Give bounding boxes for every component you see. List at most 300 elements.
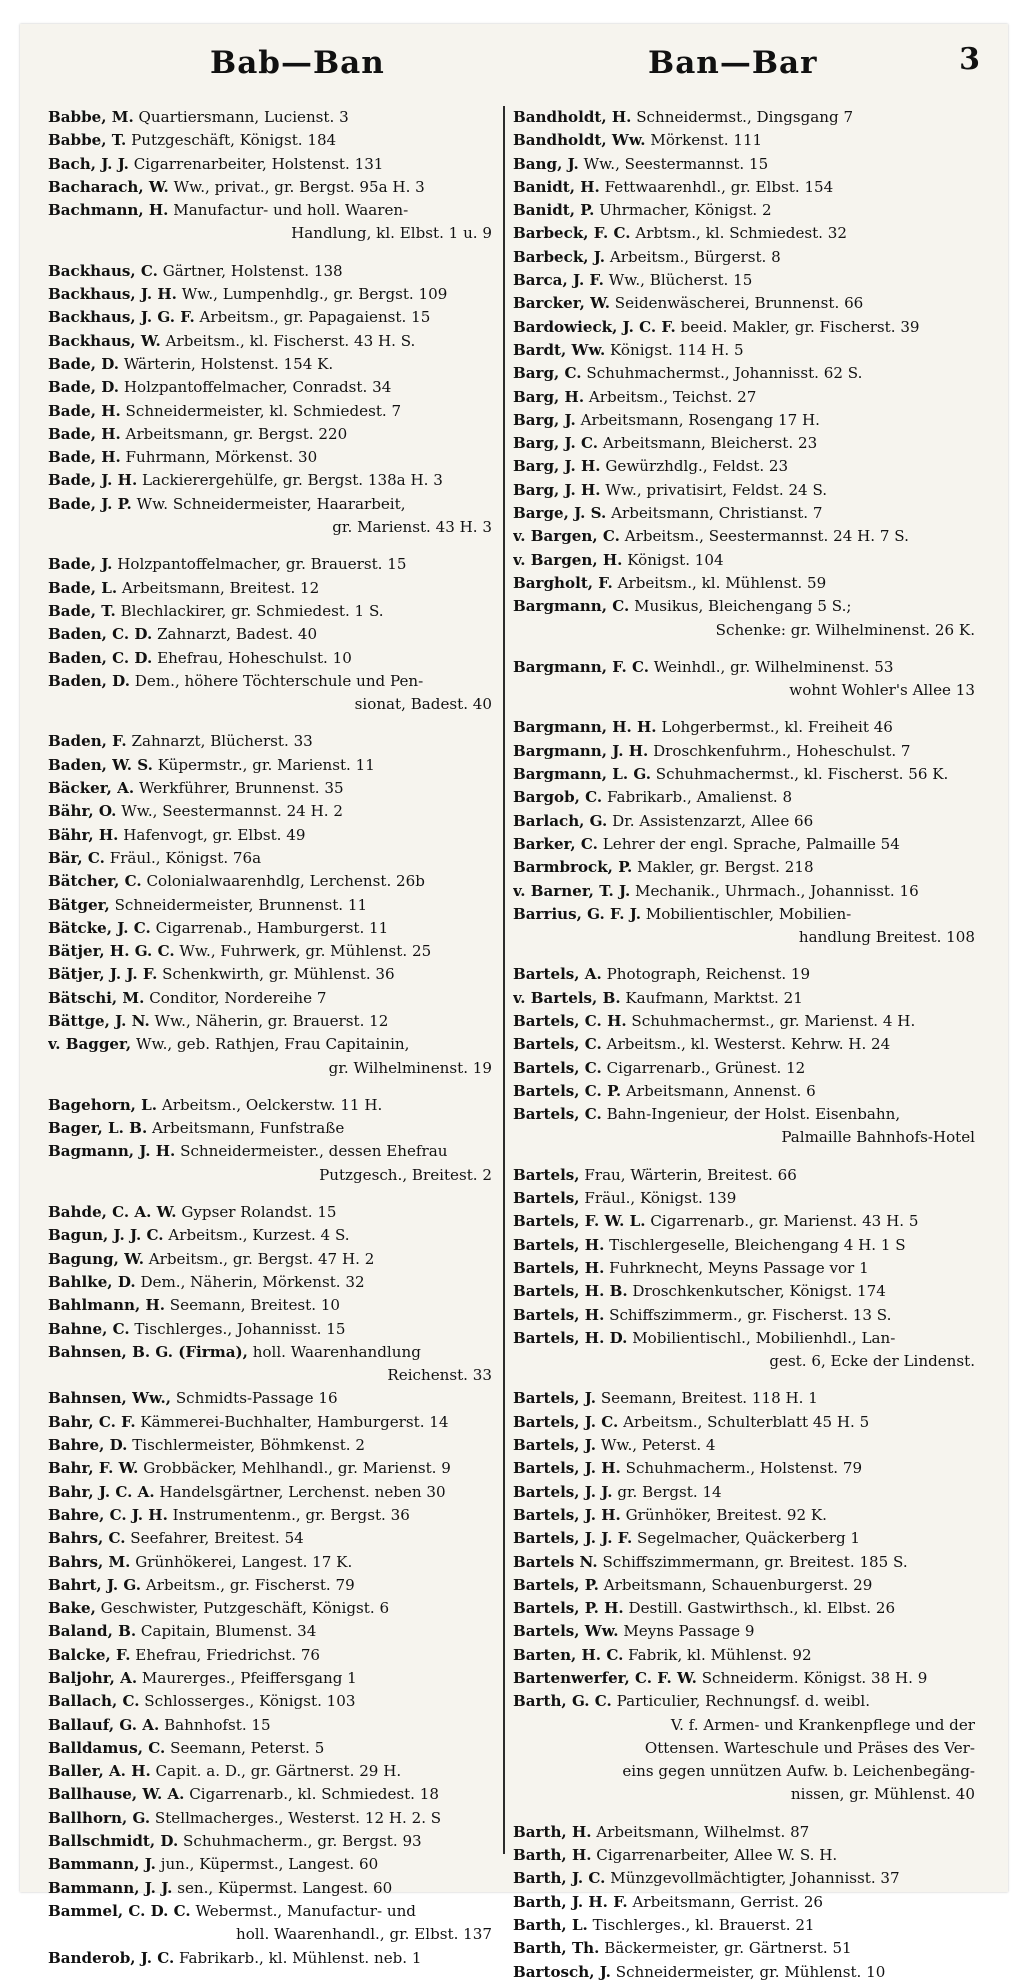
entry-gap xyxy=(513,1807,979,1821)
directory-entry xyxy=(48,1434,496,1457)
entry-continuation-line xyxy=(513,679,979,702)
entry-gap xyxy=(513,642,979,656)
directory-entry xyxy=(48,824,496,847)
entry-first-line xyxy=(513,339,979,362)
directory-entry xyxy=(48,623,496,646)
entry-name: Barbeck, F. C. xyxy=(513,224,631,243)
directory-entry xyxy=(48,1117,496,1140)
entry-name: Bär, C. xyxy=(48,848,105,867)
entry-name: Bahr, J. C. A. xyxy=(48,1482,155,1501)
entry-name: Bahnsen, Ww., xyxy=(48,1389,172,1408)
entry-text: Schuhmacherm., Holstenst. 79 xyxy=(625,1459,863,1478)
entry-name: Bartels, H. D. xyxy=(513,1328,628,1347)
directory-entry xyxy=(48,917,496,940)
directory-entry xyxy=(48,1760,496,1783)
entry-name: Bartels, H. B. xyxy=(513,1282,628,1301)
entry-name: Barg, J. xyxy=(513,410,576,429)
directory-entry xyxy=(513,106,979,129)
entry-text: Quartiersmann, Lucienst. 3 xyxy=(138,108,349,126)
entry-first-line xyxy=(48,1597,496,1620)
entry-text: Conditor, Nordereihe 7 xyxy=(149,988,327,1007)
entry-continuation-line xyxy=(513,1760,979,1783)
entry-first-line xyxy=(513,786,979,809)
entry-text: Bäckermeister, gr. Gärtnerst. 51 xyxy=(604,1939,852,1958)
entry-text: Fettwaarenhdl., gr. Elbst. 154 xyxy=(604,177,834,196)
entry-name: Bade, D. xyxy=(48,354,120,373)
entry-name: Bade, H. xyxy=(48,401,121,420)
entry-text: Capitain, Blumenst. 34 xyxy=(140,1622,317,1641)
directory-entry xyxy=(513,1257,979,1280)
entry-name: Barth, J. H. F. xyxy=(513,1892,628,1911)
entry-text: Putzgesch., Breitest. 2 xyxy=(319,1165,492,1184)
entry-first-line xyxy=(513,502,979,525)
entry-first-line xyxy=(513,269,979,292)
entry-text: Schneidermeister., dessen Ehefrau xyxy=(180,1142,448,1161)
entry-continuation-line xyxy=(48,1164,496,1187)
directory-entry xyxy=(513,1187,979,1210)
directory-entry xyxy=(513,386,979,409)
entry-name: Barg, H. xyxy=(513,387,585,406)
entry-text: Fabrikarb., Amalienst. 8 xyxy=(607,788,793,807)
directory-entry xyxy=(48,1294,496,1317)
entry-name: Bach, J. J. xyxy=(48,154,129,173)
entry-first-line xyxy=(513,153,979,176)
entry-first-line xyxy=(513,1527,979,1550)
entry-first-line xyxy=(513,1210,979,1233)
entry-name: Backhaus, W. xyxy=(48,331,161,350)
entry-text: Reichenst. 33 xyxy=(387,1366,492,1385)
directory-entry xyxy=(513,1234,979,1257)
entry-text: sen., Küpermst. Langest. 60 xyxy=(177,1878,393,1897)
directory-entry xyxy=(513,595,979,642)
directory-entry xyxy=(513,856,979,879)
entry-first-line xyxy=(48,800,496,823)
directory-entry xyxy=(513,316,979,339)
right-column xyxy=(513,106,979,1984)
directory-entry xyxy=(513,1103,979,1150)
entry-first-line xyxy=(48,176,496,199)
entry-name: Bähr, H. xyxy=(48,825,119,844)
entry-text: Schuhmachermst., gr. Marienst. 4 H. xyxy=(631,1011,916,1030)
entry-text: Photograph, Reichenst. 19 xyxy=(606,965,811,984)
entry-text: Ottensen. Warteschule und Präses des Ver- xyxy=(644,1738,975,1757)
entry-name: Barth, J. C. xyxy=(513,1869,606,1888)
entry-first-line xyxy=(513,199,979,222)
entry-name: Bagehorn, L. xyxy=(48,1095,158,1114)
directory-entry xyxy=(48,1504,496,1527)
entry-first-line xyxy=(513,292,979,315)
entry-name: Baljohr, A. xyxy=(48,1669,138,1687)
directory-entry xyxy=(48,1853,496,1876)
entry-first-line xyxy=(48,1140,496,1163)
left-column xyxy=(48,106,496,1970)
entry-name: Bartels, C. xyxy=(513,1035,602,1054)
entry-name: Bagun, J. J. C. xyxy=(48,1226,164,1245)
directory-entry xyxy=(48,847,496,870)
directory-entry xyxy=(513,1457,979,1480)
directory-entry xyxy=(513,549,979,572)
entry-first-line xyxy=(513,1234,979,1257)
entry-name: Bahr, C. F. xyxy=(48,1412,136,1431)
directory-entry xyxy=(513,1057,979,1080)
entry-text: Mobilientischler, Mobilien- xyxy=(645,904,852,923)
directory-entry xyxy=(513,339,979,362)
entry-text: Fabrik, kl. Mühlenst. 92 xyxy=(628,1645,812,1664)
entry-first-line xyxy=(513,1867,979,1890)
directory-entry xyxy=(48,260,496,283)
entry-name: Bartels, J. J. xyxy=(513,1482,613,1501)
entry-first-line xyxy=(48,306,496,329)
directory-entry xyxy=(48,670,496,717)
entry-name: Bahre, C. J. H. xyxy=(48,1505,168,1524)
entry-first-line xyxy=(48,1690,496,1713)
entry-first-line xyxy=(48,1411,496,1434)
directory-entry xyxy=(48,600,496,623)
entry-first-line xyxy=(513,316,979,339)
entry-text: Bahn-Ingenieur, der Holst. Eisenbahn, xyxy=(606,1105,901,1124)
entry-first-line xyxy=(48,1644,496,1667)
directory-entry xyxy=(48,730,496,753)
entry-text: Ehefrau, Hoheschulst. 10 xyxy=(157,648,352,667)
entry-text: Ww. Schneidermeister, Haararbeit, xyxy=(136,494,406,513)
entry-first-line xyxy=(48,1481,496,1504)
entry-name: Bartels, J. H. xyxy=(513,1459,621,1478)
entry-first-line xyxy=(48,894,496,917)
directory-entry xyxy=(513,903,979,950)
entry-first-line xyxy=(48,623,496,646)
directory-entry xyxy=(48,1387,496,1410)
directory-entry xyxy=(513,1667,979,1690)
entry-first-line xyxy=(48,1947,496,1970)
entry-text: Arbeitsmann, Breitest. 12 xyxy=(121,578,320,597)
entry-name: Barth, G. C. xyxy=(513,1692,612,1711)
entry-first-line xyxy=(48,199,496,222)
directory-entry xyxy=(48,1947,496,1970)
entry-name: Bartels, A. xyxy=(513,965,602,984)
entry-first-line xyxy=(513,1457,979,1480)
directory-entry xyxy=(48,129,496,152)
entry-name: v. Bargen, C. xyxy=(513,527,620,546)
directory-entry xyxy=(48,800,496,823)
entry-text: holl. Waarenhandl., gr. Elbst. 137 xyxy=(236,1925,492,1944)
entry-first-line xyxy=(48,1248,496,1271)
entry-name: Backhaus, C. xyxy=(48,261,158,280)
entry-name: Barca, J. F. xyxy=(513,271,604,290)
directory-entry xyxy=(513,455,979,478)
directory-entry xyxy=(48,1201,496,1224)
entry-name: v. Bartels, B. xyxy=(513,988,621,1007)
entry-gap xyxy=(513,1373,979,1387)
entry-name: Bätschi, M. xyxy=(48,988,145,1007)
entry-text: Schenkwirth, gr. Mühlenst. 36 xyxy=(162,965,395,984)
entry-gap xyxy=(48,1187,496,1201)
entry-first-line xyxy=(48,1853,496,1876)
entry-text: Grünhöker, Breitest. 92 K. xyxy=(625,1505,827,1524)
directory-entry xyxy=(513,1033,979,1056)
entry-first-line xyxy=(48,446,496,469)
entry-name: Bartels N. xyxy=(513,1552,598,1571)
entry-text: Arbeitsmann, Schauenburgerst. 29 xyxy=(603,1575,873,1594)
directory-entry xyxy=(513,525,979,548)
entry-text: Wärterin, Holstenst. 154 K. xyxy=(123,354,334,373)
directory-entry xyxy=(513,1914,979,1937)
entry-name: Baland, B. xyxy=(48,1622,137,1641)
entry-text: Palmaille Bahnhofs-Hotel xyxy=(781,1128,975,1147)
entry-name: Bahde, C. A. W. xyxy=(48,1203,177,1222)
entry-text: Grobbäcker, Mehlhandl., gr. Marienst. 9 xyxy=(143,1459,451,1478)
entry-text: Arbeitsmann, gr. Bergst. 220 xyxy=(125,424,348,443)
directory-entry xyxy=(513,963,979,986)
directory-entry xyxy=(513,1961,979,1984)
entry-first-line xyxy=(513,1280,979,1303)
entry-text: Mechanik., Uhrmach., Johannisst. 16 xyxy=(635,881,919,900)
entry-first-line xyxy=(48,1271,496,1294)
entry-text: gr. Bergst. 14 xyxy=(617,1482,722,1501)
entry-name: Backhaus, J. H. xyxy=(48,285,177,304)
entry-text: Cigarrenarb., gr. Marienst. 43 H. 5 xyxy=(650,1212,919,1231)
entry-text: Cigarrenab., Hamburgerst. 11 xyxy=(155,918,389,937)
entry-name: Babbe, T. xyxy=(48,131,127,150)
entry-continuation-line xyxy=(513,619,979,642)
entry-text: Dr. Assistenzarzt, Allee 66 xyxy=(612,811,814,830)
entry-name: v. Bargen, H. xyxy=(513,550,623,569)
entry-first-line xyxy=(48,754,496,777)
entry-first-line xyxy=(48,553,496,576)
entry-text: Colonialwaarenhdlg, Lerchenst. 26b xyxy=(146,872,425,891)
directory-entry xyxy=(48,894,496,917)
directory-entry xyxy=(513,292,979,315)
directory-entry xyxy=(48,1140,496,1187)
entry-name: Bartels, P. xyxy=(513,1575,599,1594)
entry-text: Holzpantoffelmacher, gr. Brauerst. 15 xyxy=(117,555,407,574)
entry-name: Bahrs, C. xyxy=(48,1529,126,1548)
entry-first-line xyxy=(48,1737,496,1760)
directory-entry xyxy=(48,1620,496,1643)
page-number: 3 xyxy=(959,42,980,77)
directory-entry xyxy=(48,870,496,893)
entry-name: Bartels, H. xyxy=(513,1235,605,1254)
entry-text: Destill. Gastwirthsch., kl. Elbst. 26 xyxy=(628,1599,896,1618)
entry-text: Schneiderm. Königst. 38 H. 9 xyxy=(701,1669,928,1687)
entry-first-line xyxy=(48,283,496,306)
entry-text: Schneidermst., Dingsgang 7 xyxy=(636,108,854,126)
entry-name: Bahlmann, H. xyxy=(48,1296,165,1315)
entry-first-line xyxy=(513,1937,979,1960)
directory-entry xyxy=(513,1821,979,1844)
entry-continuation-line xyxy=(513,1714,979,1737)
directory-entry xyxy=(513,1304,979,1327)
directory-entry xyxy=(48,1574,496,1597)
entry-name: Bacharach, W. xyxy=(48,177,169,196)
entry-first-line xyxy=(513,106,979,129)
entry-text: Handlung, kl. Elbst. 1 u. 9 xyxy=(291,224,492,243)
entry-first-line xyxy=(513,362,979,385)
entry-name: Baller, A. H. xyxy=(48,1762,151,1781)
directory-entry xyxy=(513,479,979,502)
directory-entry xyxy=(48,1877,496,1900)
entry-first-line xyxy=(513,963,979,986)
entry-first-line xyxy=(48,400,496,423)
entry-first-line xyxy=(513,833,979,856)
entry-first-line xyxy=(48,1117,496,1140)
entry-name: v. Barner, T. J. xyxy=(513,881,631,900)
directory-entry xyxy=(48,1411,496,1434)
directory-entry xyxy=(513,1434,979,1457)
entry-continuation-line xyxy=(48,516,496,539)
entry-name: Bargholt, F. xyxy=(513,573,613,592)
directory-entry xyxy=(513,740,979,763)
entry-text: Schiffszimmermann, gr. Breitest. 185 S. xyxy=(602,1552,908,1571)
entry-name: Bartels, J. C. xyxy=(513,1412,619,1431)
entry-text: Frau, Wärterin, Breitest. 66 xyxy=(584,1165,797,1184)
directory-entry xyxy=(48,940,496,963)
entry-first-line xyxy=(48,777,496,800)
entry-first-line xyxy=(48,376,496,399)
entry-text: Ww., geb. Rathjen, Frau Capitainin, xyxy=(135,1035,410,1054)
directory-entry xyxy=(513,1867,979,1890)
directory-entry xyxy=(48,1667,496,1690)
entry-name: Bade, J. P. xyxy=(48,494,132,513)
entry-first-line xyxy=(48,353,496,376)
directory-entry xyxy=(513,1010,979,1033)
entry-first-line xyxy=(513,1844,979,1867)
entry-text: Cigarrenarbeiter, Holstenst. 131 xyxy=(133,154,384,173)
entry-text: Schmidts-Passage 16 xyxy=(175,1389,338,1408)
entry-name: Bäcker, A. xyxy=(48,779,135,798)
entry-name: Ballauf, G. A. xyxy=(48,1715,160,1734)
directory-entry xyxy=(48,176,496,199)
entry-first-line xyxy=(48,1760,496,1783)
directory-entry xyxy=(513,1210,979,1233)
entry-text: Lehrer der engl. Sprache, Palmaille 54 xyxy=(602,834,900,853)
entry-gap xyxy=(48,1080,496,1094)
directory-entry xyxy=(48,963,496,986)
entry-first-line xyxy=(48,153,496,176)
entry-name: Bartels, J. xyxy=(513,1389,597,1408)
entry-text: Droschkenfuhrm., Hoheschulst. 7 xyxy=(653,741,911,760)
entry-text: Schneidermeister, gr. Mühlenst. 10 xyxy=(615,1962,886,1981)
entry-name: Bammann, J. xyxy=(48,1855,156,1874)
entry-name: Bätcke, J. C. xyxy=(48,918,151,937)
entry-text: Werkführer, Brunnenst. 35 xyxy=(138,779,344,798)
entry-text: Hafenvogt, gr. Elbst. 49 xyxy=(123,825,306,844)
running-header-left: Bab—Ban xyxy=(210,45,385,81)
entry-name: Bager, L. B. xyxy=(48,1119,148,1138)
entry-text: Holzpantoffelmacher, Conradst. 34 xyxy=(123,378,392,397)
directory-entry xyxy=(513,716,979,739)
entry-first-line xyxy=(513,1574,979,1597)
directory-entry xyxy=(513,1280,979,1303)
entry-first-line xyxy=(513,1057,979,1080)
entry-first-line xyxy=(513,1164,979,1187)
entry-text: Arbtsm., kl. Schmiedest. 32 xyxy=(635,224,847,243)
directory-entry xyxy=(48,577,496,600)
entry-text: Arbeitsm., kl. Mühlenst. 59 xyxy=(617,573,827,592)
entry-first-line xyxy=(513,740,979,763)
entry-text: Ww., Seestermannst. 24 H. 2 xyxy=(121,802,343,821)
directory-entry xyxy=(513,1387,979,1410)
directory-entry xyxy=(48,1830,496,1853)
entry-name: Bätjer, H. G. C. xyxy=(48,942,175,961)
entry-gap xyxy=(513,949,979,963)
directory-entry xyxy=(513,129,979,152)
entry-text: Zahnarzt, Blücherst. 33 xyxy=(131,732,313,751)
entry-gap xyxy=(48,539,496,553)
entry-text: Manufactur- und holl. Waaren- xyxy=(173,201,409,220)
entry-first-line xyxy=(513,1387,979,1410)
entry-name: Bahnsen, B. G. (Firma), xyxy=(48,1342,248,1361)
entry-first-line xyxy=(513,1187,979,1210)
entry-text: Schneidermeister, Brunnenst. 11 xyxy=(114,895,368,914)
entry-text: Ww., privatisirt, Feldst. 24 S. xyxy=(605,480,828,499)
entry-name: Ballhause, W. A. xyxy=(48,1785,185,1804)
directory-entry xyxy=(48,1271,496,1294)
entry-name: Bartels, H. xyxy=(513,1258,605,1277)
entry-text: Seemann, Peterst. 5 xyxy=(170,1738,325,1757)
entry-first-line xyxy=(48,1807,496,1830)
directory-entry xyxy=(48,754,496,777)
entry-text: Arbeitsm., gr. Bergst. 47 H. 2 xyxy=(148,1249,375,1268)
entry-first-line xyxy=(48,1900,496,1923)
entry-first-line xyxy=(513,222,979,245)
entry-text: Arbeitsmann, Bleicherst. 23 xyxy=(602,434,818,453)
entry-text: Ww., Lumpenhdlg., gr. Bergst. 109 xyxy=(181,285,448,304)
entry-text: Uhrmacher, Königst. 2 xyxy=(599,201,772,220)
entry-text: handlung Breitest. 108 xyxy=(798,928,975,947)
entry-name: Bachmann, H. xyxy=(48,201,169,220)
entry-first-line xyxy=(513,1327,979,1350)
entry-first-line xyxy=(513,1891,979,1914)
directory-entry xyxy=(513,1164,979,1187)
entry-name: Bartels, H. xyxy=(513,1305,605,1324)
entry-name: Bättge, J. N. xyxy=(48,1011,150,1030)
entry-text: Schuhmacherm., gr. Bergst. 93 xyxy=(183,1832,422,1851)
entry-first-line xyxy=(48,824,496,847)
directory-entry xyxy=(48,553,496,576)
directory-entry xyxy=(513,987,979,1010)
entry-text: Seemann, Breitest. 10 xyxy=(169,1296,341,1315)
entry-name: Bahlke, D. xyxy=(48,1272,136,1291)
entry-text: eins gegen unnützen Aufw. b. Leichenbegäng- xyxy=(622,1762,975,1781)
directory-entry xyxy=(48,1341,496,1388)
entry-text: Seemann, Breitest. 118 H. 1 xyxy=(600,1389,818,1408)
directory-entry xyxy=(513,269,979,292)
entry-name: Barth, H. xyxy=(513,1846,592,1865)
entry-name: Ballschmidt, D. xyxy=(48,1832,179,1851)
entry-text: jun., Küpermst., Langest. 60 xyxy=(160,1855,379,1874)
entry-first-line xyxy=(48,1033,496,1056)
entry-name: Banderob, J. C. xyxy=(48,1948,175,1967)
entry-text: Arbeitsmann, Christianst. 7 xyxy=(611,504,823,523)
entry-name: Bargmann, C. xyxy=(513,597,630,616)
entry-first-line xyxy=(48,1387,496,1410)
entry-text: Seidenwäscherei, Brunnenst. 66 xyxy=(614,294,864,313)
entry-first-line xyxy=(48,1877,496,1900)
entry-name: Bartels, Ww. xyxy=(513,1622,619,1641)
entry-text: Schuhmachermst., kl. Fischerst. 56 K. xyxy=(655,765,949,784)
entry-name: Bardt, Ww. xyxy=(513,340,606,359)
entry-name: v. Bagger, xyxy=(48,1035,132,1054)
entry-text: gr. Marienst. 43 H. 3 xyxy=(332,518,492,537)
entry-name: Bargmann, F. C. xyxy=(513,657,649,676)
directory-entry xyxy=(513,1937,979,1960)
directory-entry xyxy=(48,1248,496,1271)
entry-text: nissen, gr. Mühlenst. 40 xyxy=(790,1785,975,1804)
directory-entry xyxy=(513,1504,979,1527)
entry-text: Ww., Fuhrwerk, gr. Mühlenst. 25 xyxy=(179,942,432,961)
entry-text: Fuhrknecht, Meyns Passage vor 1 xyxy=(609,1258,869,1277)
entry-text: Cigarrenarb., Grünest. 12 xyxy=(606,1058,806,1077)
